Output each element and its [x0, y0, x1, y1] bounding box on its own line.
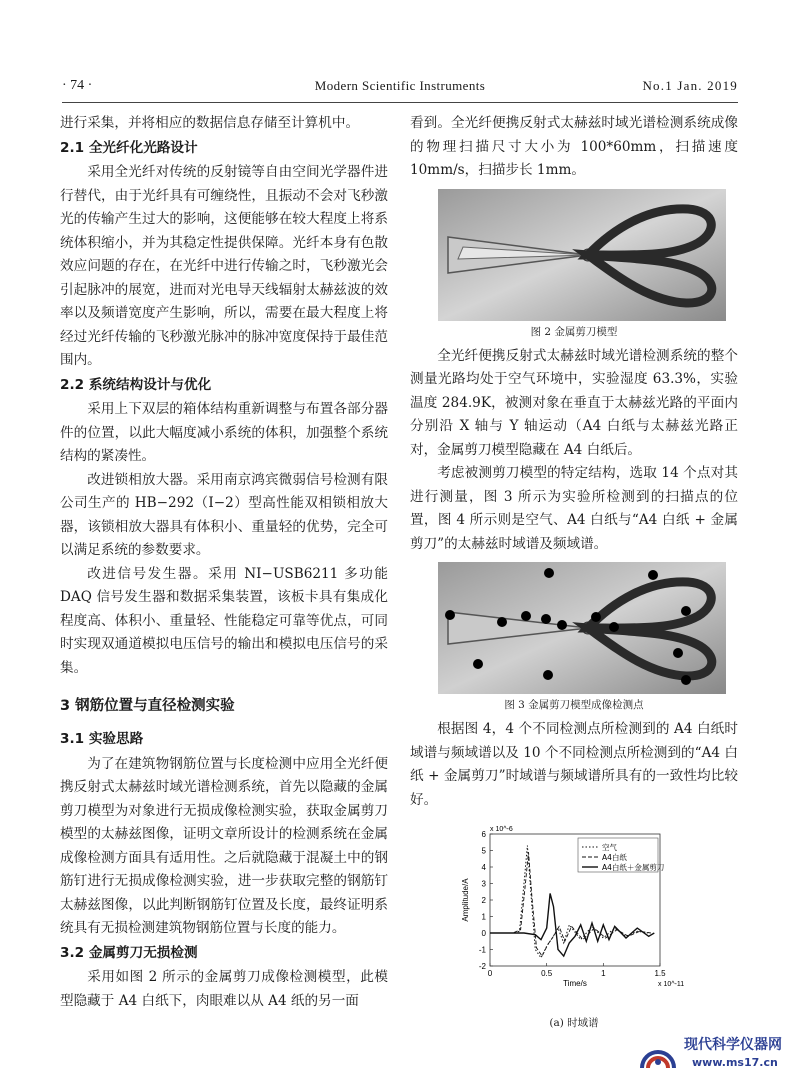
logo-icon	[636, 1030, 680, 1074]
x-exponent-label: x 10^-11	[658, 981, 685, 988]
paragraph: 根据图 4，4 个不同检测点所检测到的 A4 白纸时域谱与频域谱以及 10 个不同检测点所检测到的“A4 白纸 + 金属剪刀”时域谱与频域谱所具有的一致性均比较好。	[410, 721, 738, 808]
paragraph: 改进锁相放大器。采用南京鸿宾微弱信号检测有限公司生产的 HB−292（I−2）型高性能双相锁相放大器，该锁相放大器具有体积小、重量轻的优势，完全可以满足系统的参数要求。	[60, 471, 388, 558]
running-header	[62, 78, 738, 100]
paragraph: 采用上下双层的箱体结构重新调整与布置各部分器件的位置，以此大幅度减小系统的体积，加强整个系统结构的紧凑性。	[60, 401, 388, 464]
logo-url[interactable]: www.ms17.cn	[692, 1056, 778, 1069]
y-tick-label: 1	[481, 912, 486, 922]
logo-name: 现代科学仪器网	[684, 1037, 782, 1053]
section-heading-3: 3 钢筋位置与直径检测实验	[60, 698, 235, 714]
x-tick-label: 0	[487, 969, 493, 978]
scan-points-image	[438, 562, 726, 694]
journal-title: Modern Scientific Instruments	[314, 78, 486, 93]
scissors-photo	[438, 189, 726, 321]
y-tick-label: -1	[478, 945, 486, 955]
paragraph: 进行采集，并将相应的数据信息存储至计算机中。	[60, 115, 360, 131]
paragraph: 看到。全光纤便携反射式太赫兹时域光谱检测系统成像的物理扫描尺寸大小为 100*60mm，扫描速度 10mm/s，扫描步长 1mm。	[410, 115, 738, 178]
page-number: · 74 ·	[62, 78, 93, 93]
paragraph: 考虑被测剪刀模型的特定结构，选取 14 个点对其进行测量，图 3 所示为实验所检测到的扫描点的位置，图 4 所示则是空气、A4 白纸与“A4 白纸 + 金属剪刀”的太赫兹时域谱及频域谱。	[410, 465, 738, 552]
figure-2-caption: 图 2 金属剪刀模型	[530, 325, 618, 338]
y-tick-label: 6	[481, 830, 486, 839]
section-heading-3-2: 3.2 金属剪刀无损检测	[60, 944, 198, 961]
paragraph: 改进信号发生器。采用 NI−USB6211 多功能 DAQ 信号发生器和数据采集装置，该板卡具有集成化程度高、体积小、重量轻、性能稳定可靠等优点，可同时实现双通道模拟电压信号的输出和模拟电压信号的采集。	[60, 565, 388, 676]
header-rule	[62, 102, 738, 103]
scissors-image	[438, 189, 726, 321]
scan-points-photo	[438, 562, 726, 694]
x-axis-label: Time/s	[563, 979, 587, 988]
figure-4a-caption: (a) 时域谱	[549, 1017, 599, 1029]
right-column	[410, 112, 738, 1036]
section-heading-2-2: 2.2 系统结构设计与优化	[60, 376, 212, 393]
paragraph: 采用如图 2 所示的金属剪刀成像检测模型，此模型隐藏于 A4 白纸下，肉眼难以从 A4 纸的另一面	[60, 969, 388, 1009]
paragraph: 采用全光纤对传统的反射镜等自由空间光学器件进行替代，由于光纤具有可缠绕性，且振动不会对飞秒激光的传输产生过大的影响，这便能够在较大程度上将系统体积缩小，并为其稳定性提供保障。光纤本身有色散效应问题的存在，在光纤中进行传输之时，飞秒激光会引起脉冲的展宽，进而对光电导天线辐射太赫兹波的效率以及频谱宽度产生影响，所以，需要在最大程度上将经过光纤传输的飞秒激光脉冲的脉冲宽度保持于最佳范围内。	[60, 164, 388, 368]
y-axis-label: Amplitude/A	[461, 878, 470, 922]
legend-entry: A4白纸＋金属剪刀	[602, 863, 665, 872]
chart-svg	[458, 820, 698, 1002]
x-tick-label: 0.5	[541, 969, 553, 978]
legend-entry: A4白纸	[602, 853, 627, 862]
section-heading-2-1: 2.1 全光纤化光路设计	[60, 139, 198, 156]
figure-3-caption: 图 3 金属剪刀模型成像检测点	[504, 699, 644, 711]
y-tick-label: 3	[481, 879, 486, 889]
y-tick-label: 2	[481, 896, 486, 905]
y-tick-label: 4	[481, 863, 486, 872]
paragraph: 为了在建筑物钢筋位置与长度检测中应用全光纤便携反射式太赫兹时域光谱检测系统，首先以隐藏的金属剪刀模型为对象进行无损成像检测实验，获取金属剪刀模型的太赫兹图像，证明文章所设计的检测系统在金属成像检测方面具有适用性。之后就隐藏于混凝土中的钢筋钉进行无损成像检测实验，进一步获取完整的钢筋钉太赫兹图像，以此判断钢筋钉位置及长度，最终证明系统具有无损检测建筑物钢筋位置与长度的能力。	[60, 755, 388, 936]
x-tick-label: 1.5	[654, 969, 666, 978]
site-logo[interactable]	[636, 1030, 796, 1080]
time-domain-chart	[458, 820, 698, 1010]
section-heading-3-1: 3.1 实验思路	[60, 731, 144, 747]
y-tick-label: -2	[478, 962, 486, 971]
x-tick-label: 1	[601, 969, 606, 978]
left-column	[60, 112, 388, 1013]
paragraph: 全光纤便携反射式太赫兹时域光谱检测系统的整个测量光路均处于空气环境中，实验湿度 63.3%，实验温度 284.9K，被测对象在垂直于太赫兹光路的平面内分别沿 X 轴与 Y 轴运动（A4 白纸与太赫兹光路正对，金属剪刀模型隐藏在 A4 白纸后。	[410, 347, 738, 458]
y-exponent-label: x 10^-6	[490, 826, 513, 833]
issue-date: No.1 Jan. 2019	[642, 78, 738, 93]
legend-entry: 空气	[602, 843, 617, 852]
y-tick-label: 0	[481, 929, 486, 938]
y-tick-label: 5	[481, 846, 486, 856]
